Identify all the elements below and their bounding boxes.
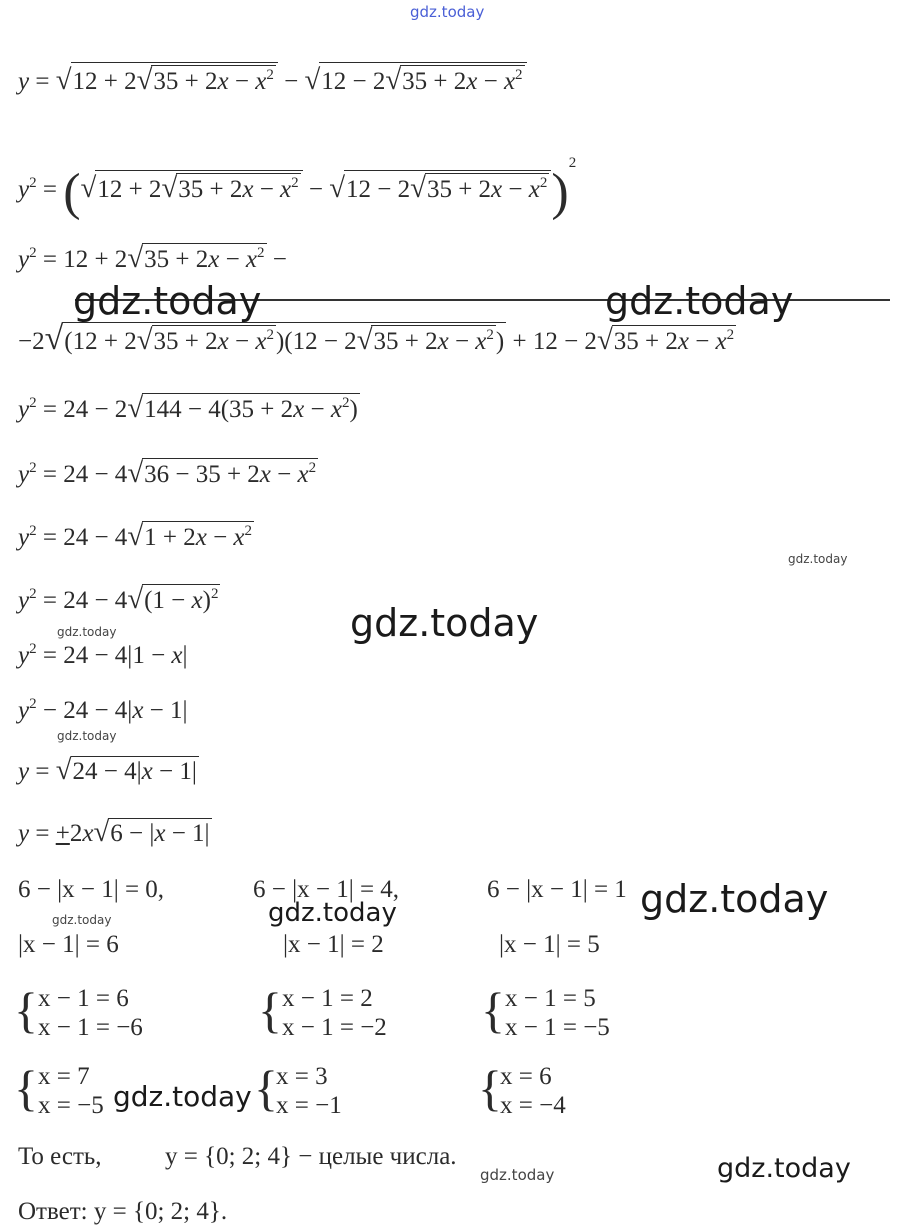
system-4: [38, 1064, 104, 1122]
system-line: x − 1 = 6: [38, 985, 129, 1012]
abs-equation-2: |x − 1| = 2: [283, 931, 384, 958]
equation-line-2: $y^2 = (√12 + 2√35 + 2x - x^2 - √12 - 2√35 + 2x - x^2)^2$: [18, 155, 577, 221]
equation-line-1: $y = √12 + 2√35 + 2x - x^2 - √12 - 2√35 + 2x - x^2$: [18, 62, 527, 95]
brace-icon: {: [481, 982, 505, 1038]
system-line: x − 1 = −5: [505, 1014, 610, 1041]
system-line: x = −5: [38, 1092, 104, 1119]
case-equation-2: 6 − |x − 1| = 4,: [253, 876, 400, 903]
brace-icon: {: [254, 1060, 278, 1116]
watermark: gdz.today: [52, 913, 112, 927]
case-equation-3: 6 − |x − 1| = 1: [487, 876, 627, 903]
watermark: gdz.today: [57, 729, 117, 743]
watermark: gdz.today: [410, 3, 485, 21]
brace-icon: {: [478, 1060, 502, 1116]
equation-line-4: $-2√(12 + 2√35 + 2x - x^2)(12 - 2√35 + 2x - x^2) + 12 - 2√35 + 2x - x^2$: [18, 320, 735, 357]
watermark: gdz.today: [717, 1153, 851, 1184]
system-line: x − 1 = 2: [282, 985, 373, 1012]
system-2: [282, 986, 387, 1044]
system-6: [500, 1064, 566, 1122]
conclusion-intro: То есть,: [18, 1143, 102, 1170]
answer: Ответ: y = {0; 2; 4}.: [18, 1198, 228, 1225]
system-1: [38, 986, 143, 1044]
equation-line-7: $y^2 = 24 - 4√1 + 2x - x^2$: [18, 520, 253, 552]
system-line: x = 6: [500, 1063, 552, 1090]
system-5: [276, 1064, 342, 1122]
watermark: gdz.today: [268, 898, 397, 928]
equation-line-10: $y^2 - 24 - 4|x - 1|$: [18, 696, 188, 724]
brace-icon: {: [14, 982, 38, 1038]
watermark: gdz.today: [480, 1166, 555, 1184]
watermark: gdz.today: [640, 877, 829, 921]
equation-line-6: $y^2 = 24 - 4√36 - 35 + 2x - x^2$: [18, 457, 317, 489]
brace-icon: {: [258, 982, 282, 1038]
watermark: gdz.today: [350, 601, 539, 645]
system-line: x = −4: [500, 1092, 566, 1119]
watermark: gdz.today: [57, 625, 117, 639]
system-line: x = −1: [276, 1092, 342, 1119]
system-line: x = 3: [276, 1063, 328, 1090]
watermark: gdz.today: [113, 1080, 252, 1113]
equation-line-5: $y^2 = 24 - 2√144 - 4(35 + 2x - x^2)$: [18, 392, 358, 424]
watermark: gdz.today: [605, 279, 794, 323]
abs-equation-1: |x − 1| = 6: [18, 931, 119, 958]
abs-equation-3: |x − 1| = 5: [499, 931, 600, 958]
system-line: x = 7: [38, 1063, 90, 1090]
equation-line-12: y = +2x√6 − |x − 1|: [18, 816, 210, 848]
system-line: x − 1 = 5: [505, 985, 596, 1012]
equation-line-9: $y^2 = 24 - 4|1 - x|$: [18, 641, 188, 669]
conclusion-set: y = {0; 2; 4} − целые числа.: [165, 1143, 457, 1170]
equation-line-8: $y^2 = 24 - 4√(1 - x)^2$: [18, 583, 219, 615]
system-line: x − 1 = −6: [38, 1014, 143, 1041]
brace-icon: {: [14, 1060, 38, 1116]
equation-line-3: $y^2 = 12 + 2√35 + 2x - x^2$ −: [18, 242, 287, 274]
system-line: x − 1 = −2: [282, 1014, 387, 1041]
watermark: gdz.today: [788, 552, 848, 566]
equation-line-11: y = √24 − 4|x − 1|: [18, 754, 197, 786]
system-3: [505, 986, 610, 1044]
case-equation-1: 6 − |x − 1| = 0,: [18, 876, 165, 903]
watermark: gdz.today: [73, 279, 262, 323]
